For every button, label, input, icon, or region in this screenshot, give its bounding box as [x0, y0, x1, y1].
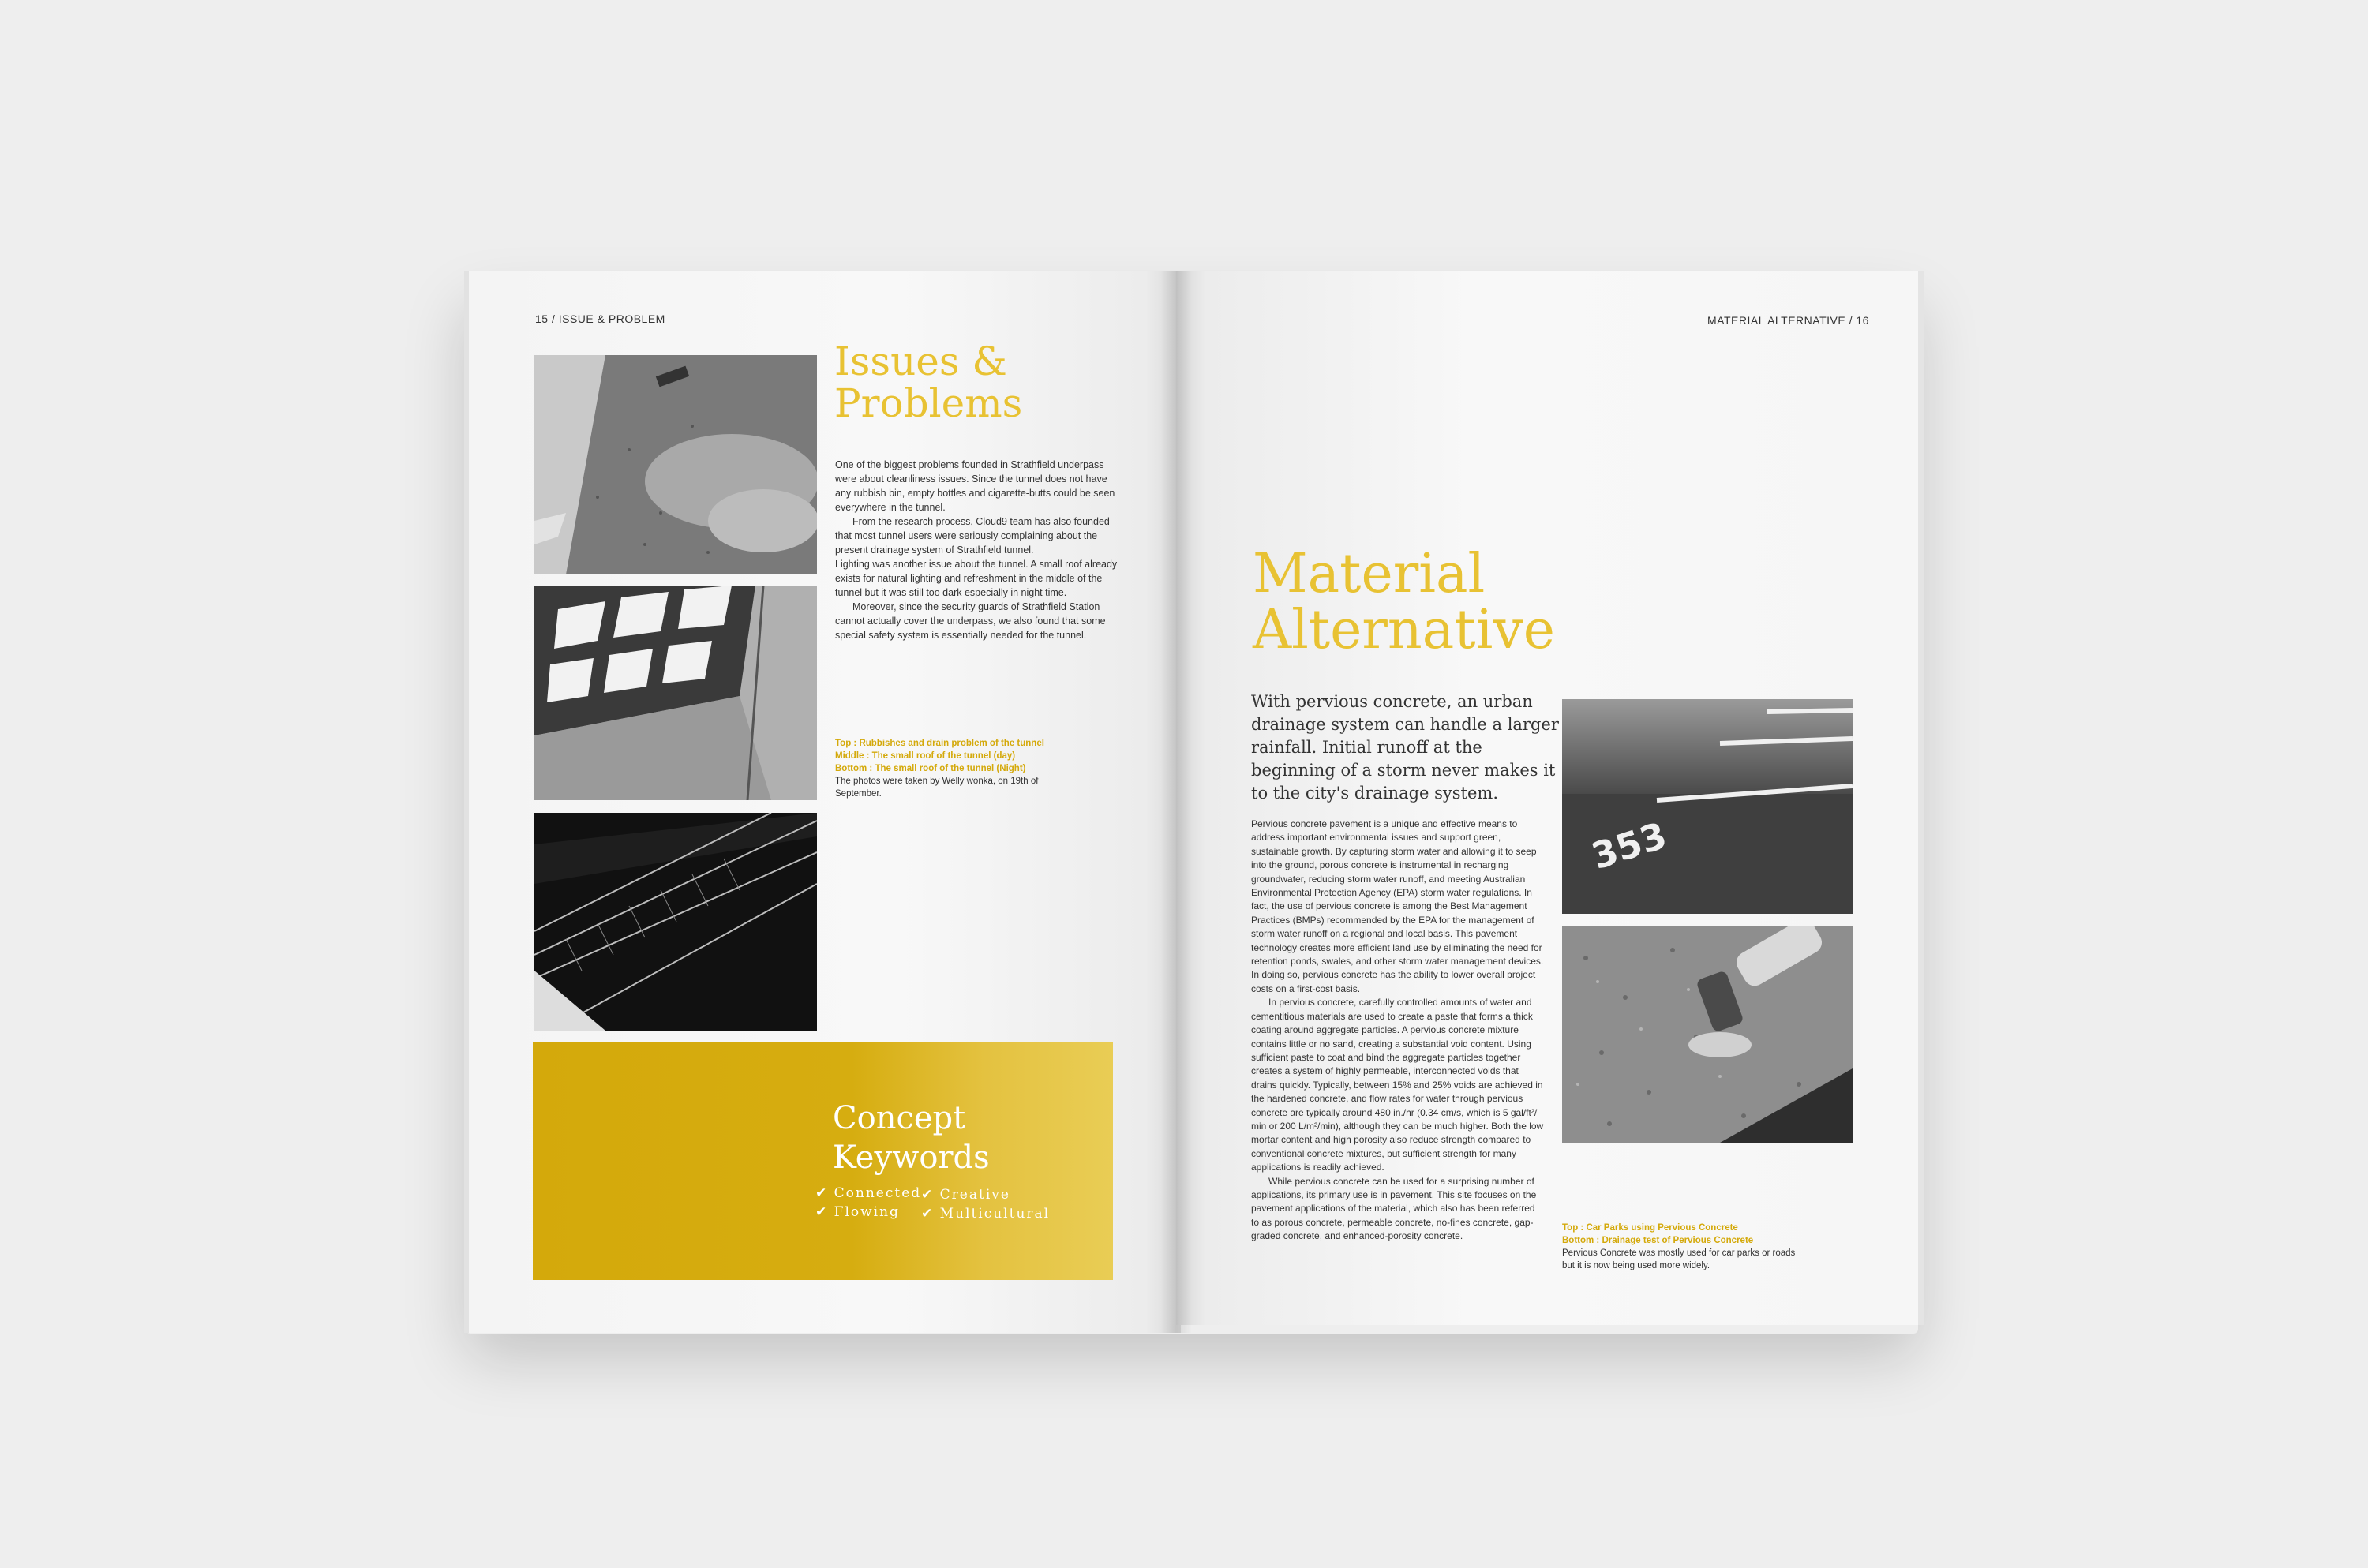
concept-title-line2: Keywords: [833, 1140, 990, 1176]
keyword-item: ✔ Flowing: [815, 1204, 900, 1220]
issues-paragraph: One of the biggest problems founded in Strathfield underpass were about cleanliness issues. Since the tunnel does not have any rubbish bin, empty bottles and cigarette-butts could be seen everywhere in the tunnel.: [835, 459, 1115, 513]
material-paragraph: Pervious concrete pavement is a unique and effective means to address important environmental issues and support green, sustainable growth. By capturing storm water and allowing it to seep into the ground, porous concrete is instrumental in recharging groundwater, reducing storm water runoff, and meeting Australian Environmental Protection Agency (EPA) storm water regulations. In fact, the use of pervious concrete is among the Best Management Practices (BMPs) recommended by the EPA for the management of storm water runoff on a regional and local basis. This pavement technology creates more efficient land use by eliminating the need for retention ponds, swales, and other storm water management devices. In doing so, pervious concrete has the ability to lower overall project costs on a first-cost basis.: [1251, 818, 1544, 994]
issues-title-line2: Problems: [834, 380, 1023, 426]
issues-captions: [835, 737, 1119, 800]
issues-paragraph: Lighting was another issue about the tunnel. A small roof already exists for natural lighting and refreshment in the middle of the tunnel but it was still too dark especially in night time.: [835, 559, 1118, 598]
material-paragraph: In pervious concrete, carefully controlled amounts of water and cementitious materials are used to create a paste that forms a thick coating around aggregate particles. A pervious concrete mixture contains little or no sand, creating a substantial void content. Using sufficient paste to coat and bind the aggregate particles together creates a system of highly permeable, interconnected voids that drains quickly. Typically, between 15% and 25% voids are achieved in the hardened concrete, and flow rates for water through pervious concrete are typically around 480 in./hr (0.34 cm/s, which is 5 gal/ft²/ min or 200 L/m²/min), although they can be much higher. Both the low mortar content and high porosity also reduce strength compared to conventional concrete mixtures, but sufficient strength for many applications is readily achieved.: [1251, 997, 1544, 1173]
photo-roof-night: [534, 813, 817, 1031]
check-icon: ✔: [921, 1206, 935, 1222]
page-gutter: [1160, 271, 1192, 1333]
photo-roof-day: [534, 586, 817, 800]
running-head-left: 15 / ISSUE & PROBLEM: [535, 312, 665, 325]
keyword-item: ✔ Creative: [921, 1187, 1010, 1203]
photo-car-park: [1562, 699, 1853, 914]
photo-tunnel-floor: [534, 355, 817, 574]
caption-bottom: Bottom : The small roof of the tunnel (Night): [835, 764, 1026, 773]
material-title-line1: Material: [1253, 543, 1486, 605]
issues-title-line1: Issues &: [834, 339, 1007, 384]
check-icon: ✔: [921, 1187, 935, 1203]
parking-number: 353: [1586, 814, 1672, 878]
caption-top: Top : Rubbishes and drain problem of the tunnel: [835, 739, 1044, 748]
running-head-right: MATERIAL ALTERNATIVE / 16: [1707, 314, 1869, 327]
concept-title: [833, 1098, 990, 1177]
concept-keywords-block: [533, 1042, 1113, 1280]
material-title: [1253, 543, 1555, 662]
photo-drainage-test: [1562, 926, 1853, 1143]
material-paragraph: While pervious concrete can be used for a surprising number of applications, its primary use is in pavement. This site focuses on the pavement applications of the material, which also has been referred to as porous concrete, permeable concrete, no-fines concrete, gap-graded concrete, and enhanced-porosity concrete.: [1251, 1175, 1537, 1242]
caption-note: Pervious Concrete was mostly used for car parks or roads but it is now being used more widely.: [1562, 1248, 1796, 1270]
issues-paragraph: From the research process, Cloud9 team has also founded that most tunnel users were seriously complaining about the present drainage system of Strathfield tunnel.: [835, 516, 1110, 556]
keyword-item: ✔ Multicultural: [921, 1206, 1051, 1222]
material-lead: With pervious concrete, an urban drainage system can handle a larger rainfall. Initial runoff at the beginning of a storm never makes it to the city's drainage system.: [1251, 692, 1559, 803]
material-captions: [1562, 1222, 1799, 1272]
check-icon: ✔: [815, 1204, 829, 1220]
keyword-item: ✔ Connected: [815, 1185, 922, 1201]
caption-top: Top : Car Parks using Pervious Concrete: [1562, 1223, 1738, 1233]
issues-paragraph: Moreover, since the security guards of Strathfield Station cannot actually cover the underpass, we also found that some special safety system is essentially needed for the tunnel.: [835, 601, 1106, 641]
issues-title: [834, 341, 1022, 424]
material-body: [1251, 818, 1545, 1244]
issues-body: [835, 458, 1119, 642]
material-title-line2: Alternative: [1253, 599, 1555, 662]
caption-middle: Middle : The small roof of the tunnel (day): [835, 751, 1016, 761]
caption-note: The photos were taken by Welly wonka, on 19th of September.: [835, 777, 1039, 799]
check-icon: ✔: [815, 1185, 829, 1201]
caption-bottom: Bottom : Drainage test of Pervious Concrete: [1562, 1236, 1754, 1245]
concept-title-line1: Concept: [833, 1100, 966, 1136]
